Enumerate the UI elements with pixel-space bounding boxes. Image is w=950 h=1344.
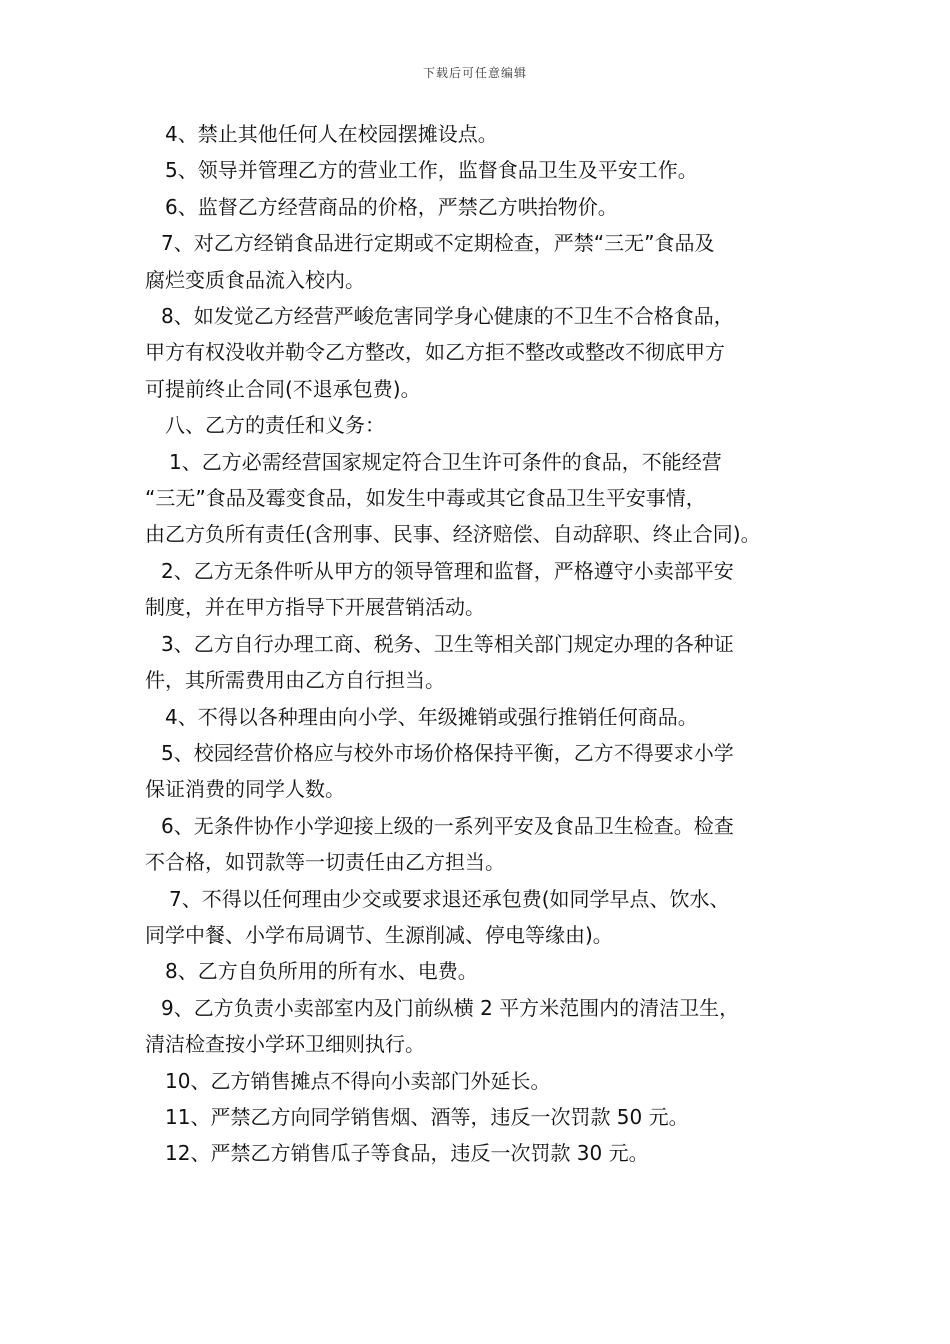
paragraph (145, 553, 815, 626)
paragraph (145, 189, 815, 225)
paragraph (145, 990, 815, 1063)
document-body (145, 116, 815, 1172)
paragraph-line: 不合格，如罚款等一切责任由乙方担当。 (145, 850, 505, 875)
paragraph (145, 116, 815, 152)
paragraph-line: 7、对乙方经销食品进行定期或不定期检查，严禁“三无”食品及 (161, 231, 715, 256)
paragraph-line: 1、乙方必需经营国家规定符合卫生许可条件的食品，不能经营 (169, 449, 722, 474)
paragraph (145, 808, 815, 881)
paragraph-line: 保证消费的同学人数。 (145, 777, 345, 802)
paragraph-line: 7、不得以任何理由少交或要求退还承包费(如同学早点、饮水、 (169, 886, 730, 911)
paragraph (145, 953, 815, 989)
paragraph (145, 735, 815, 808)
paragraph (145, 225, 815, 298)
paragraph-line: 9、乙方负责小卖部室内及门前纵横 2 平方米范围内的清洁卫生， (161, 995, 740, 1020)
paragraph-line: 件，其所需费用由乙方自行担当。 (145, 668, 445, 693)
paragraph-line: 同学中餐、小学布局调节、生源削减、停电等缘由)。 (145, 922, 613, 947)
paragraph (145, 881, 815, 954)
paragraph-line: 2、乙方无条件听从甲方的领导管理和监督，严格遵守小卖部平安 (161, 558, 734, 583)
paragraph-line: 5、校园经营价格应与校外市场价格保持平衡，乙方不得要求小学 (161, 740, 734, 765)
paragraph-line: 清洁检查按小学环卫细则执行。 (145, 1032, 425, 1057)
paragraph (145, 626, 815, 699)
paragraph-line: 11、严禁乙方向同学销售烟、酒等，违反一次罚款 50 元。 (165, 1104, 689, 1129)
paragraph-line: 可提前终止合同(不退承包费)。 (145, 376, 421, 401)
paragraph-line: “三无”食品及霉变食品，如发生中毒或其它食品卫生平安事情， (145, 486, 706, 511)
section-heading (145, 407, 815, 443)
paragraph-line: 腐烂变质食品流入校内。 (145, 267, 365, 292)
paragraph (145, 1135, 815, 1171)
paragraph-line: 12、严禁乙方销售瓜子等食品，违反一次罚款 30 元。 (165, 1141, 649, 1166)
paragraph-line: 甲方有权没收并勒令乙方整改，如乙方拒不整改或整改不彻底甲方 (145, 340, 725, 365)
paragraph-line: 3、乙方自行办理工商、税务、卫生等相关部门规定办理的各种证 (161, 631, 734, 656)
paragraph-line: 6、无条件协作小学迎接上级的一系列平安及食品卫生检查。检查 (161, 813, 734, 838)
paragraph-line: 10、乙方销售摊点不得向小卖部门外延长。 (165, 1068, 551, 1093)
paragraph-line: 4、禁止其他任何人在校园摆摊设点。 (165, 122, 498, 146)
paragraph (145, 152, 815, 188)
paragraph (145, 444, 815, 553)
paragraph-line: 由乙方负所有责任(含刑事、民事、经济赔偿、自动辞职、终止合同)。 (145, 522, 761, 547)
paragraph (145, 298, 815, 407)
paragraph-line: 制度，并在甲方指导下开展营销活动。 (145, 595, 485, 620)
paragraph-line: 8、乙方自负所用的所有水、电费。 (165, 959, 478, 984)
paragraph-line: 8、如发觉乙方经营严峻危害同学身心健康的不卫生不合格食品， (161, 304, 734, 329)
paragraph-line: 八、乙方的责任和义务： (165, 413, 385, 438)
paragraph (145, 1099, 815, 1135)
paragraph-line: 6、监督乙方经营商品的价格，严禁乙方哄抬物价。 (165, 194, 618, 219)
paragraph-line: 4、不得以各种理由向小学、年级摊销或强行推销任何商品。 (165, 704, 698, 729)
paragraph (145, 699, 815, 735)
page-header: 下载后可任意编辑 (422, 66, 527, 80)
paragraph-line: 5、领导并管理乙方的营业工作，监督食品卫生及平安工作。 (165, 158, 698, 183)
paragraph (145, 1063, 815, 1099)
